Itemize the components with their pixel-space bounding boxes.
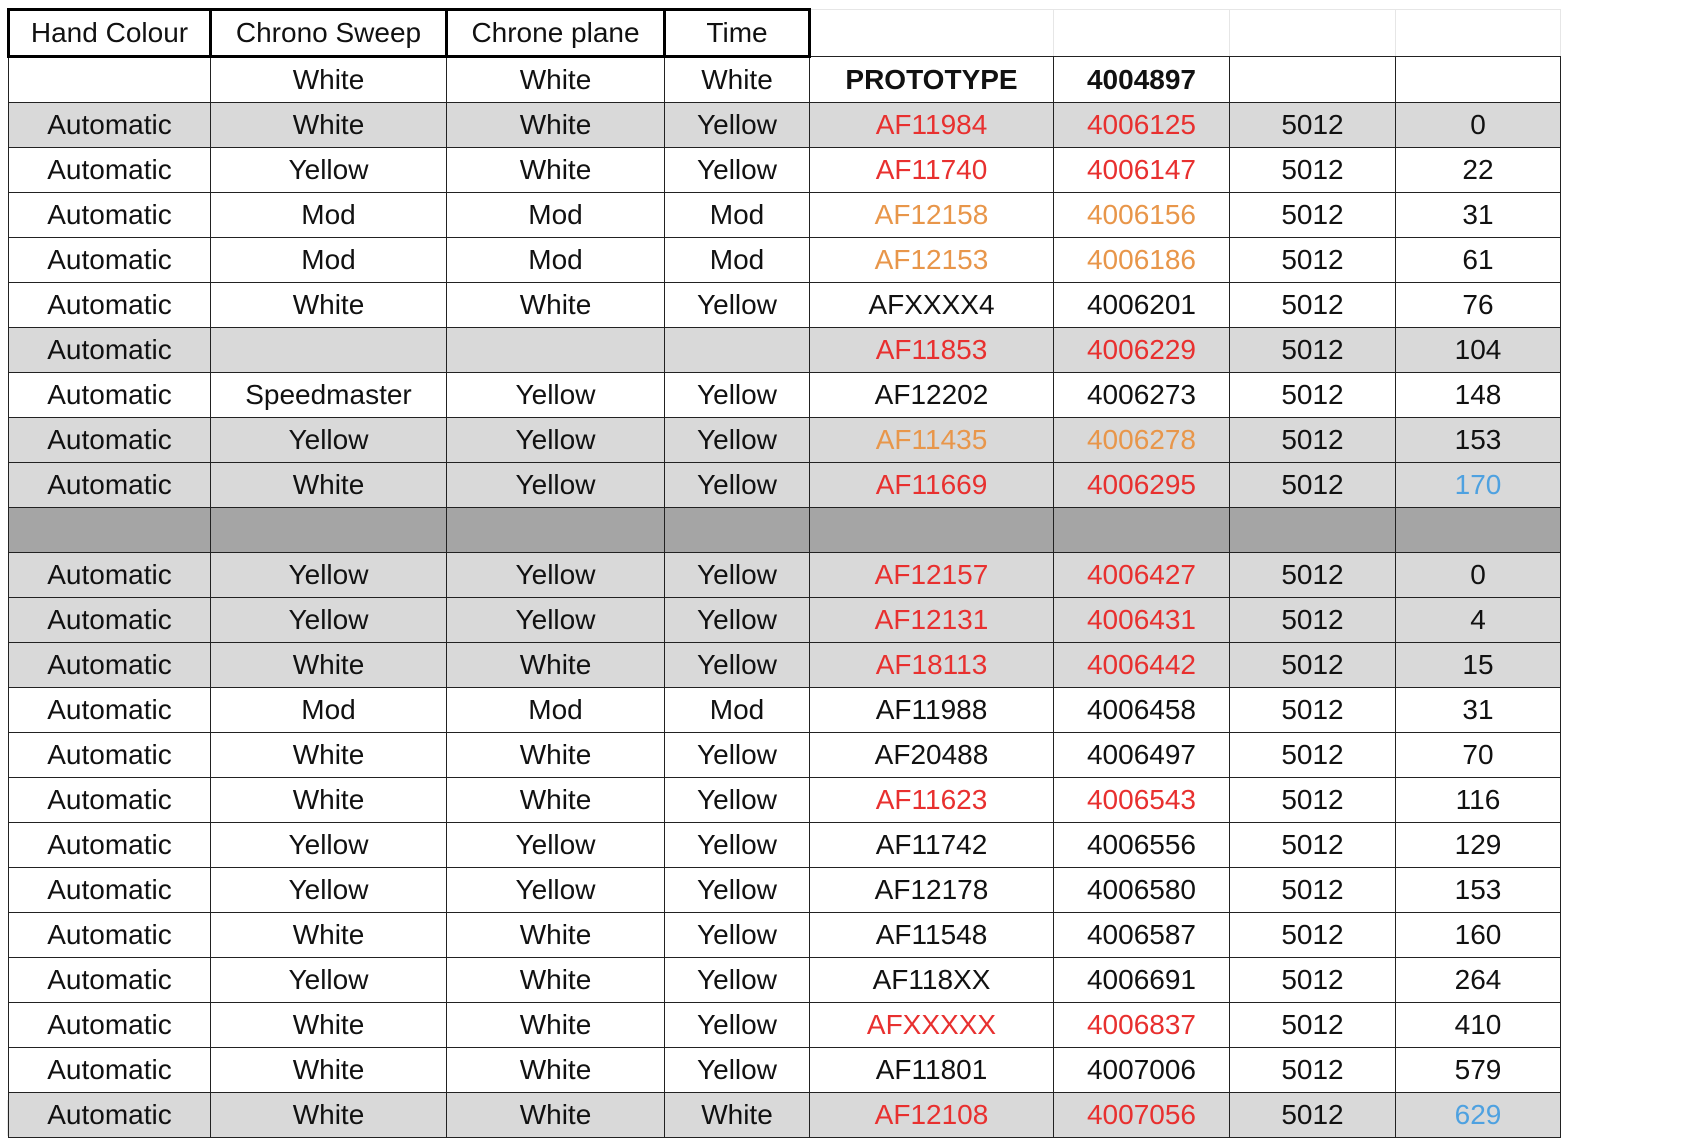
cell-serial[interactable]: 4007056 [1054,1093,1230,1138]
cell-hand-colour[interactable]: Automatic [9,643,211,688]
separator-cell[interactable] [665,508,810,553]
cell-difference[interactable]: 31 [1396,193,1561,238]
cell-serial[interactable]: 4006156 [1054,193,1230,238]
cell-hand-colour[interactable]: Automatic [9,598,211,643]
cell-hand-colour[interactable]: Automatic [9,193,211,238]
cell-calibre[interactable]: 5012 [1230,688,1396,733]
cell-hand-colour[interactable]: Automatic [9,913,211,958]
cell-time[interactable]: Mod [665,193,810,238]
cell-serial[interactable]: 4006201 [1054,283,1230,328]
cell-chrono-sweep[interactable]: White [211,643,447,688]
cell-difference[interactable]: 153 [1396,868,1561,913]
cell-time[interactable]: Yellow [665,823,810,868]
cell-chrono-sweep[interactable]: White [211,57,447,103]
cell-reference[interactable]: AF11853 [810,328,1054,373]
cell-reference[interactable]: AF118XX [810,958,1054,1003]
header-chrono-sweep[interactable]: Chrono Sweep [211,10,447,57]
cell-time[interactable]: White [665,57,810,103]
cell-reference[interactable]: AF12178 [810,868,1054,913]
cell-reference[interactable]: AF12108 [810,1093,1054,1138]
cell-difference[interactable]: 0 [1396,553,1561,598]
cell-calibre[interactable]: 5012 [1230,868,1396,913]
cell-reference[interactable]: AF12153 [810,238,1054,283]
cell-difference[interactable]: 160 [1396,913,1561,958]
cell-chrono-sweep[interactable]: Mod [211,193,447,238]
cell-calibre[interactable]: 5012 [1230,328,1396,373]
cell-chrono-sweep[interactable]: White [211,463,447,508]
cell-hand-colour[interactable]: Automatic [9,868,211,913]
group-separator-row [9,508,1561,553]
cell-serial[interactable]: 4006691 [1054,958,1230,1003]
cell-chrono-sweep[interactable]: Yellow [211,598,447,643]
cell-reference[interactable]: AF11435 [810,418,1054,463]
cell-chrono-sweep[interactable]: White [211,913,447,958]
cell-difference[interactable] [1396,57,1561,103]
cell-serial[interactable]: 4006442 [1054,643,1230,688]
cell-serial[interactable]: 4006229 [1054,328,1230,373]
cell-chrone-plane[interactable]: White [447,103,665,148]
cell-hand-colour[interactable]: Automatic [9,688,211,733]
cell-serial[interactable]: 4006556 [1054,823,1230,868]
cell-chrone-plane[interactable]: Mod [447,688,665,733]
cell-calibre[interactable]: 5012 [1230,598,1396,643]
table-row [9,373,1561,418]
cell-chrone-plane[interactable]: Mod [447,193,665,238]
cell-chrono-sweep[interactable]: White [211,283,447,328]
cell-reference[interactable]: AFXXXX4 [810,283,1054,328]
cell-calibre[interactable]: 5012 [1230,1048,1396,1093]
cell-serial[interactable]: 4006273 [1054,373,1230,418]
cell-time[interactable]: Yellow [665,1048,810,1093]
cell-calibre[interactable]: 5012 [1230,1093,1396,1138]
cell-hand-colour[interactable]: Automatic [9,283,211,328]
cell-time[interactable]: Yellow [665,1003,810,1048]
cell-time[interactable]: Yellow [665,643,810,688]
cell-chrone-plane[interactable]: White [447,283,665,328]
cell-difference[interactable]: 22 [1396,148,1561,193]
table-row [9,733,1561,778]
cell-calibre[interactable] [1230,57,1396,103]
cell-chrone-plane[interactable]: Yellow [447,463,665,508]
cell-calibre[interactable]: 5012 [1230,958,1396,1003]
cell-difference[interactable]: 153 [1396,418,1561,463]
separator-cell[interactable] [1396,508,1561,553]
cell-time[interactable]: Yellow [665,418,810,463]
sheet-trailing-gridlines [7,1100,1700,1136]
table-row [9,193,1561,238]
table-row [9,103,1561,148]
cell-time[interactable]: Yellow [665,463,810,508]
cell-difference[interactable]: 104 [1396,328,1561,373]
cell-calibre[interactable]: 5012 [1230,193,1396,238]
cell-hand-colour[interactable]: Automatic [9,103,211,148]
cell-chrono-sweep[interactable] [211,328,447,373]
cell-reference[interactable]: AF18113 [810,643,1054,688]
cell-chrono-sweep[interactable]: White [211,778,447,823]
cell-difference[interactable]: 76 [1396,283,1561,328]
cell-hand-colour[interactable]: Automatic [9,1048,211,1093]
cell-hand-colour[interactable]: Automatic [9,463,211,508]
cell-chrone-plane[interactable]: Yellow [447,418,665,463]
cell-time[interactable]: Yellow [665,553,810,598]
table-row [9,1003,1561,1048]
cell-time[interactable]: Yellow [665,373,810,418]
cell-calibre[interactable]: 5012 [1230,913,1396,958]
cell-calibre[interactable]: 5012 [1230,148,1396,193]
cell-time[interactable]: Yellow [665,733,810,778]
table-row [9,148,1561,193]
cell-difference[interactable]: 15 [1396,643,1561,688]
table-row [9,868,1561,913]
header-chrone-plane[interactable]: Chrone plane [447,10,665,57]
cell-time[interactable]: Yellow [665,958,810,1003]
cell-time[interactable]: Yellow [665,103,810,148]
cell-calibre[interactable]: 5012 [1230,778,1396,823]
separator-cell[interactable] [1054,508,1230,553]
cell-reference[interactable]: AF20488 [810,733,1054,778]
table-row [9,823,1561,868]
header-time[interactable]: Time [665,10,810,57]
cell-serial[interactable]: 4007006 [1054,1048,1230,1093]
table-row [9,1048,1561,1093]
cell-difference[interactable]: 0 [1396,103,1561,148]
cell-time[interactable]: Yellow [665,913,810,958]
cell-difference[interactable]: 61 [1396,238,1561,283]
cell-chrone-plane[interactable]: Mod [447,238,665,283]
cell-calibre[interactable]: 5012 [1230,283,1396,328]
cell-serial[interactable]: 4006295 [1054,463,1230,508]
cell-chrone-plane[interactable]: Yellow [447,553,665,598]
cell-time[interactable]: Mod [665,238,810,283]
cell-difference[interactable]: 170 [1396,463,1561,508]
cell-calibre[interactable]: 5012 [1230,733,1396,778]
table-row [9,463,1561,508]
cell-chrono-sweep[interactable]: Yellow [211,868,447,913]
cell-chrono-sweep[interactable]: White [211,733,447,778]
header-cell-empty[interactable] [1396,10,1561,57]
cell-reference[interactable]: AF11548 [810,913,1054,958]
cell-hand-colour[interactable]: Automatic [9,733,211,778]
cell-chrono-sweep[interactable]: Yellow [211,958,447,1003]
cell-serial[interactable]: 4006543 [1054,778,1230,823]
cell-chrone-plane[interactable]: White [447,1003,665,1048]
cell-chrono-sweep[interactable]: Yellow [211,418,447,463]
cell-reference[interactable]: AF11984 [810,103,1054,148]
table-row [9,238,1561,283]
cell-reference[interactable]: AF12158 [810,193,1054,238]
cell-serial[interactable]: 4006125 [1054,103,1230,148]
cell-reference[interactable]: AFXXXXX [810,1003,1054,1048]
cell-reference[interactable]: AF11623 [810,778,1054,823]
cell-reference[interactable]: AF11740 [810,148,1054,193]
cell-hand-colour[interactable]: Automatic [9,373,211,418]
table-row [9,598,1561,643]
cell-hand-colour[interactable]: Automatic [9,418,211,463]
cell-chrone-plane[interactable]: White [447,1048,665,1093]
cell-difference[interactable]: 31 [1396,688,1561,733]
table-row [9,553,1561,598]
cell-serial[interactable]: 4006431 [1054,598,1230,643]
cell-chrone-plane[interactable]: White [447,1093,665,1138]
cell-calibre[interactable]: 5012 [1230,553,1396,598]
separator-cell[interactable] [447,508,665,553]
cell-serial[interactable]: 4006278 [1054,418,1230,463]
cell-chrono-sweep[interactable]: Yellow [211,148,447,193]
cell-hand-colour[interactable]: Automatic [9,778,211,823]
cell-serial[interactable]: 4006186 [1054,238,1230,283]
separator-cell[interactable] [9,508,211,553]
header-cell-empty[interactable] [1230,10,1396,57]
cell-hand-colour[interactable] [9,57,211,103]
cell-serial[interactable]: 4006497 [1054,733,1230,778]
cell-chrone-plane[interactable]: White [447,148,665,193]
cell-hand-colour[interactable]: Automatic [9,148,211,193]
table-row [9,958,1561,1003]
cell-difference[interactable]: 148 [1396,373,1561,418]
cell-serial[interactable]: 4006580 [1054,868,1230,913]
cell-reference[interactable]: AF12202 [810,373,1054,418]
cell-reference[interactable]: AF11988 [810,688,1054,733]
cell-chrone-plane[interactable]: White [447,57,665,103]
table-row [9,913,1561,958]
table-row [9,778,1561,823]
cell-hand-colour[interactable]: Automatic [9,958,211,1003]
cell-reference[interactable]: AF12157 [810,553,1054,598]
separator-cell[interactable] [211,508,447,553]
cell-calibre[interactable]: 5012 [1230,103,1396,148]
cell-time[interactable]: Yellow [665,598,810,643]
cell-hand-colour[interactable]: Automatic [9,553,211,598]
cell-difference[interactable]: 116 [1396,778,1561,823]
header-hand-colour[interactable]: Hand Colour [9,10,211,57]
cell-difference[interactable]: 129 [1396,823,1561,868]
cell-reference[interactable]: PROTOTYPE [810,57,1054,103]
cell-serial[interactable]: 4006427 [1054,553,1230,598]
table-row [9,283,1561,328]
cell-calibre[interactable]: 5012 [1230,643,1396,688]
separator-cell[interactable] [1230,508,1396,553]
cell-chrone-plane[interactable]: Yellow [447,823,665,868]
cell-difference[interactable]: 629 [1396,1093,1561,1138]
cell-chrono-sweep[interactable]: White [211,1048,447,1093]
table-row [9,418,1561,463]
cell-chrone-plane[interactable]: Yellow [447,598,665,643]
header-row [9,10,1561,57]
cell-reference[interactable]: AF12131 [810,598,1054,643]
cell-chrone-plane[interactable]: Yellow [447,373,665,418]
cell-chrono-sweep[interactable]: White [211,1093,447,1138]
table-row [9,328,1561,373]
cell-chrono-sweep[interactable]: Yellow [211,823,447,868]
cell-chrone-plane[interactable]: White [447,913,665,958]
cell-reference[interactable]: AF11742 [810,823,1054,868]
cell-chrono-sweep[interactable]: Yellow [211,553,447,598]
cell-serial[interactable]: 4006147 [1054,148,1230,193]
cell-calibre[interactable]: 5012 [1230,373,1396,418]
cell-chrono-sweep[interactable]: White [211,103,447,148]
prototype-row [9,57,1561,103]
cell-serial[interactable]: 4004897 [1054,57,1230,103]
cell-chrone-plane[interactable]: White [447,733,665,778]
cell-difference[interactable]: 70 [1396,733,1561,778]
cell-calibre[interactable]: 5012 [1230,238,1396,283]
watch-spreadsheet [7,8,1561,1138]
cell-calibre[interactable]: 5012 [1230,463,1396,508]
cell-chrone-plane[interactable]: White [447,778,665,823]
cell-hand-colour[interactable]: Automatic [9,238,211,283]
separator-cell[interactable] [810,508,1054,553]
cell-chrone-plane[interactable]: Yellow [447,868,665,913]
cell-difference[interactable]: 579 [1396,1048,1561,1093]
cell-hand-colour[interactable]: Automatic [9,328,211,373]
cell-reference[interactable]: AF11801 [810,1048,1054,1093]
cell-chrono-sweep[interactable]: Mod [211,688,447,733]
cell-hand-colour[interactable]: Automatic [9,1093,211,1138]
cell-time[interactable]: Yellow [665,868,810,913]
table-row [9,643,1561,688]
cell-chrone-plane[interactable] [447,328,665,373]
cell-time[interactable]: Yellow [665,778,810,823]
cell-hand-colour[interactable]: Automatic [9,823,211,868]
cell-time[interactable] [665,328,810,373]
cell-chrono-sweep[interactable]: Mod [211,238,447,283]
cell-reference[interactable]: AF11669 [810,463,1054,508]
cell-difference[interactable]: 264 [1396,958,1561,1003]
cell-calibre[interactable]: 5012 [1230,418,1396,463]
cell-serial[interactable]: 4006587 [1054,913,1230,958]
cell-difference[interactable]: 4 [1396,598,1561,643]
table-row [9,688,1561,733]
header-cell-empty[interactable] [810,10,1054,57]
cell-time[interactable]: Yellow [665,283,810,328]
cell-difference[interactable]: 410 [1396,1003,1561,1048]
cell-hand-colour[interactable]: Automatic [9,1003,211,1048]
cell-time[interactable]: Mod [665,688,810,733]
cell-chrono-sweep[interactable]: Speedmaster [211,373,447,418]
cell-serial[interactable]: 4006837 [1054,1003,1230,1048]
cell-chrone-plane[interactable]: White [447,643,665,688]
cell-calibre[interactable]: 5012 [1230,823,1396,868]
cell-chrono-sweep[interactable]: White [211,1003,447,1048]
cell-chrone-plane[interactable]: White [447,958,665,1003]
cell-time[interactable]: White [665,1093,810,1138]
cell-calibre[interactable]: 5012 [1230,1003,1396,1048]
cell-time[interactable]: Yellow [665,148,810,193]
header-cell-empty[interactable] [1054,10,1230,57]
cell-serial[interactable]: 4006458 [1054,688,1230,733]
